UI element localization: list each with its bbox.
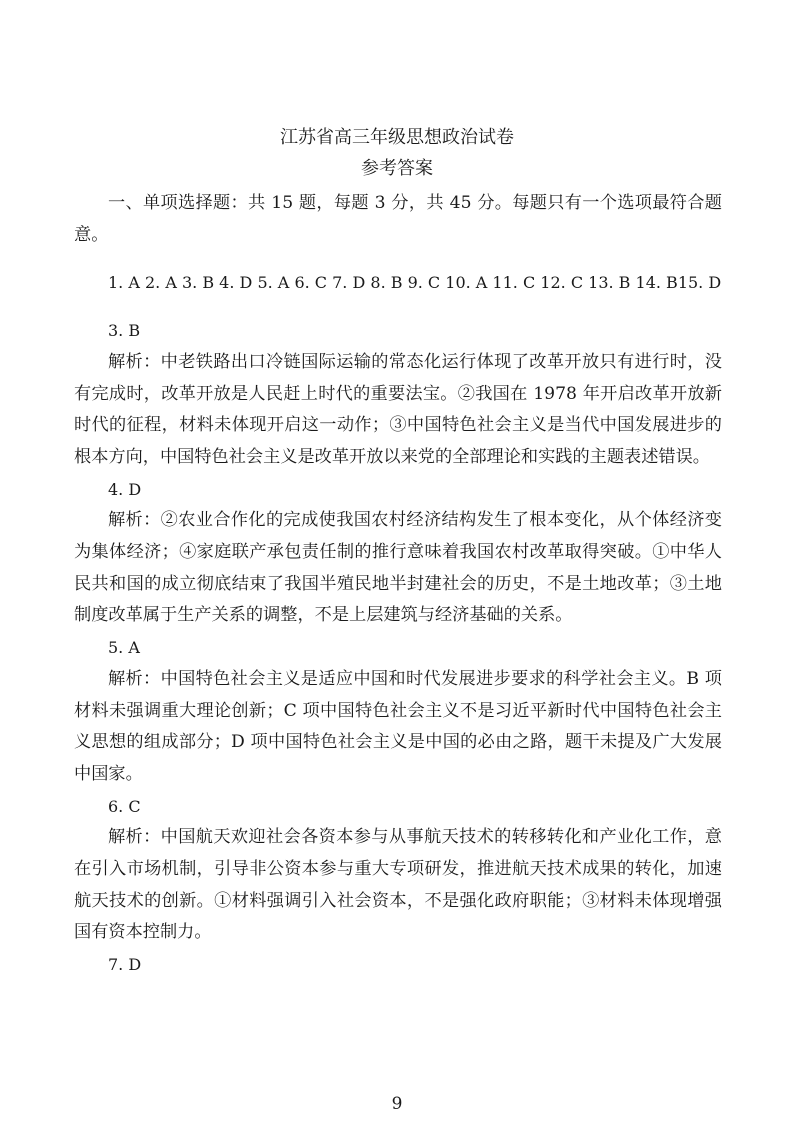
analysis-paragraph: 解析：②农业合作化的完成使我国农村经济结构发生了根本变化，从个体经济变为集体经济；④家庭联产承包责任制的推行意味着我国农村改革取得突破。①中华人民共和国的成立彻底结束了我国半殖民地半封建社会的历史，不是土地改革；③土地制度改革属于生产关系的调整，不是上层建筑与经济基础的关系。 xyxy=(74,510,722,626)
answer-body xyxy=(74,188,722,981)
document-subtitle: 参考答案 xyxy=(361,158,433,179)
page-number: 9 xyxy=(391,1094,403,1114)
answer-key-line: 1. A 2. A 3. B 4. D 5. A 6. C 7. D 8. B 9. C 10. A 11. C 12. C 13. B 14. B15. D xyxy=(108,273,722,293)
question-number: 5. A xyxy=(108,638,140,658)
document-title: 江苏省高三年级思想政治试卷 xyxy=(280,127,514,148)
question-number: 7. D xyxy=(108,955,142,975)
analysis-paragraph: 解析：中国航天欢迎社会各资本参与从事航天技术的转移转化和产业化工作，意在引入市场机制，引导非公资本参与重大专项研发，推进航天技术成果的转化，加速航天技术的创新。①材料强调引入社会资本，不是强化政府职能；③材料未体现增强国有资本控制力。 xyxy=(74,827,722,943)
question-number: 6. C xyxy=(108,796,141,816)
question-number: 3. B xyxy=(108,321,141,341)
question-number: 4. D xyxy=(108,479,142,499)
analysis-paragraph: 解析：中老铁路出口冷链国际运输的常态化运行体现了改革开放只有进行时，没有完成时，改革开放是人民赶上时代的重要法宝。②我国在 1978 年开启改革开放新时代的征程，材料未体现开启这一动作；③中国特色社会主义是当代中国发展进步的根本方向，中国特色社会主义是改革开放以来党的全部理论和实践的主题表述错误。 xyxy=(74,351,722,467)
analysis-paragraph: 解析：中国特色社会主义是适应中国和时代发展进步要求的科学社会主义。B 项材料未强调重大理论创新；C 项中国特色社会主义不是习近平新时代中国特色社会主义思想的组成部分；D 项中国特色社会主义是中国的必由之路，题干未提及广大发展中国家。 xyxy=(74,668,722,784)
section-heading: 一、单项选择题：共 15 题，每题 3 分，共 45 分。每题只有一个选项最符合题意。 xyxy=(74,193,722,245)
